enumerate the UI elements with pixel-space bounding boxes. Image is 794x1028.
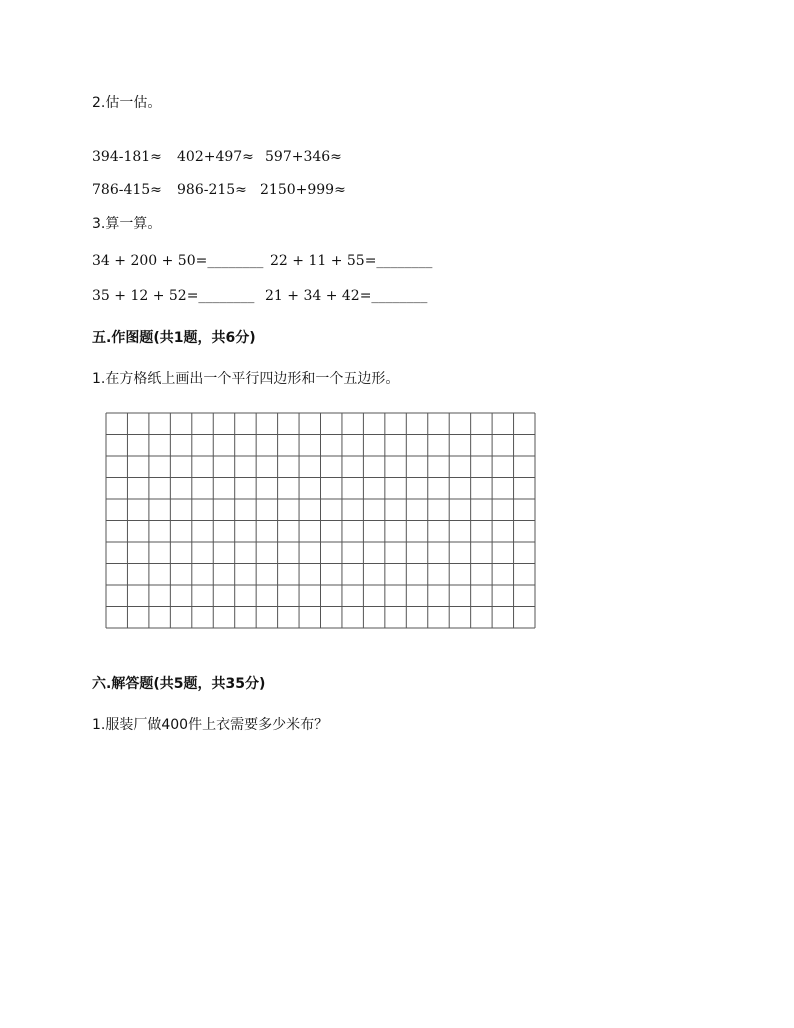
section6-question: 1.服装厂做400件上衣需要多少米布？ (92, 717, 329, 733)
estimate-item: 597+346≈ (265, 149, 342, 165)
estimate-item: 986-215≈ (177, 182, 247, 198)
section5-question: 1.在方格纸上画出一个平行四边形和一个五边形。 (92, 371, 400, 387)
calc-item: 22 + 11 + 55=________ (270, 253, 433, 269)
graph-paper-grid (105, 412, 537, 630)
calc-item: 35 + 12 + 52=________ (92, 288, 255, 304)
section6-title: 六.解答题(共5题，共35分) (92, 676, 266, 692)
estimate-item: 2150+999≈ (260, 182, 346, 198)
estimate-item: 402+497≈ (177, 149, 254, 165)
q3-title: 3.算一算。 (92, 216, 162, 232)
q2-title: 2.估一估。 (92, 95, 162, 111)
section5-title: 五.作图题(共1题，共6分) (92, 330, 256, 346)
calc-item: 21 + 34 + 42=________ (265, 288, 428, 304)
calc-item: 34 + 200 + 50=________ (92, 253, 264, 269)
estimate-item: 394-181≈ (92, 149, 162, 165)
estimate-item: 786-415≈ (92, 182, 162, 198)
